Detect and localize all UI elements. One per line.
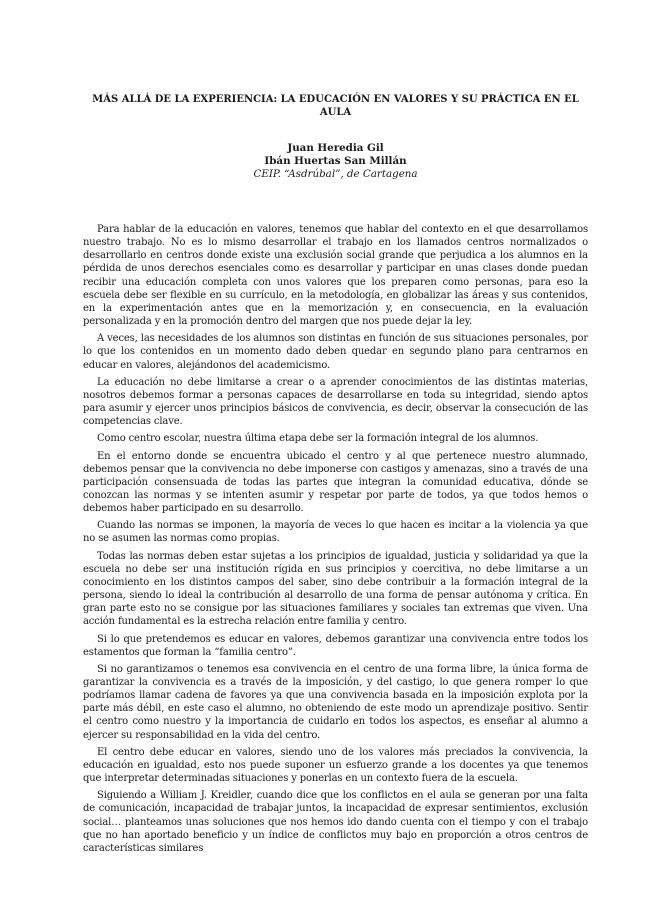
body-paragraph: Todas las normas deben estar sujetas a los principios de igualdad, justicia y solidaridad ya que la escuela no debe ser una institución rígida en sus principios y coercitiva, no debe limitarse a un conocimiento en los distintos campos del saber, sino debe contribuir a la formación integral de la persona, siendo lo ideal la contribución al desarrollo de una forma de pensar autónoma y crítica. En gran parte esto no se consigue por las situaciones familiares y sociales tan extremas que viven. Una acción fundamental es la estrecha relación entre familia y centro. — [83, 550, 588, 628]
author-name-1: Juan Heredia Gil — [287, 142, 384, 154]
author-name-2: Ibán Huertas San Millán — [264, 155, 407, 167]
body-paragraph: Si lo que pretendemos es educar en valores, debemos garantizar una convivencia entre todos los estamentos que forman la “familia centro”. — [83, 633, 588, 658]
body-paragraph: Siguiendo a William J. Kreidler, cuando dice que los conflictos en el aula se generan por una falta de comunicación, incapacidad de trabajar juntos, la incapacidad de expresar sentimientos, exclusión social… planteamos unas soluciones que nos hemos ido dando cuenta con el tiempo y con el trabajo que no han aportado beneficio y un índice de conflictos muy bajo en proporción a otros centros de características similares — [83, 790, 588, 854]
body-paragraph: Para hablar de la educación en valores, tenemos que hablar del contexto en el que desarrollamos nuestro trabajo. No es lo mismo desarrollar el trabajo en los llamados centros normalizados o desarrollarlo en centros donde existe una exclusión social grande que perjudica a los alumnos en la pérdida de unos derechos esenciales como es desarrollar y participar en unas clases donde puedan recibir una educación completa con unos valores que los preparen como personas, para eso la escuela debe ser flexible en su currículo, en la metodología, en globalizar las áreas y sus contenidos, en la experimentación antes que en la memorización y, en consecuencia, en la evaluación personalizada y en la promoción dentro del margen que nos puede dejar la ley. — [83, 224, 588, 328]
body-paragraph: Como centro escolar, nuestra última etapa debe ser la formación integral de los alumnos. — [97, 433, 539, 445]
document-body — [83, 223, 588, 855]
author-block — [83, 142, 588, 181]
body-paragraph: Si no garantizamos o tenemos esa convivencia en el centro de una forma libre, la única forma de garantizar la convivencia es a través de la imposición, y del castigo, lo que genera romper lo que podríamos llamar cadena de favores ya que una convivencia basada en la imposición explota por la parte más débil, en este caso el alumno, no obteniendo de este modo un aprendizaje positivo. Sentir el centro como nuestro y la importancia de cuidarlo en todos los aspectos, es enseñar al alumno a ejercer su responsabilidad en la vida del centro. — [83, 663, 588, 741]
body-paragraph: El centro debe educar en valores, siendo uno de los valores más preciados la convivencia, la educación en igualdad, esto nos puede suponer un esfuerzo grande a los docentes ya que tenemos que interpretar determinadas situaciones y ponerlas en un contexto fuera de la escuela. — [83, 746, 588, 785]
body-paragraph: A veces, las necesidades de los alumnos son distintas en función de sus situaciones personales, por lo que los contenidos en un momento dado deben quedar en segundo plano para centrarnos en educar en valores, alejándonos del academicismo. — [83, 333, 588, 371]
body-paragraph: La educación no debe limitarse a crear o a aprender conocimientos de las distintas materias, nosotros debemos formar a personas capaces de desarrollarse en toda su integridad, siendo aptos para asumir y ejercer unos principios básicos de convivencia, es decir, observar la consecución de las competencias clave. — [83, 376, 588, 428]
author-affiliation: CEIP. “Asdrúbal”, de Cartagena — [253, 168, 418, 180]
body-paragraph: En el entorno donde se encuentra ubicado el centro y al que pertenece nuestro alumnado, debemos pensar que la convivencia no debe imponerse con castigos y amenazas, sino a través de una participación consensuada de todas las partes que integran la comunidad educativa, dónde se conozcan las normas y se intenten asumir y respetar por parte de todos, ya que todos hemos o debemos haber participado en su desarrollo. — [83, 450, 588, 515]
document-page — [83, 93, 588, 859]
body-paragraph: Cuando las normas se imponen, la mayoría de veces lo que hacen es incitar a la violencia ya que no se asumen las normas como propias. — [83, 520, 588, 545]
document-title: MÁS ALLÁ DE LA EXPERIENCIA: LA EDUCACIÓN EN VALORES Y SU PRÁCTICA EN EL AULA — [92, 94, 579, 118]
